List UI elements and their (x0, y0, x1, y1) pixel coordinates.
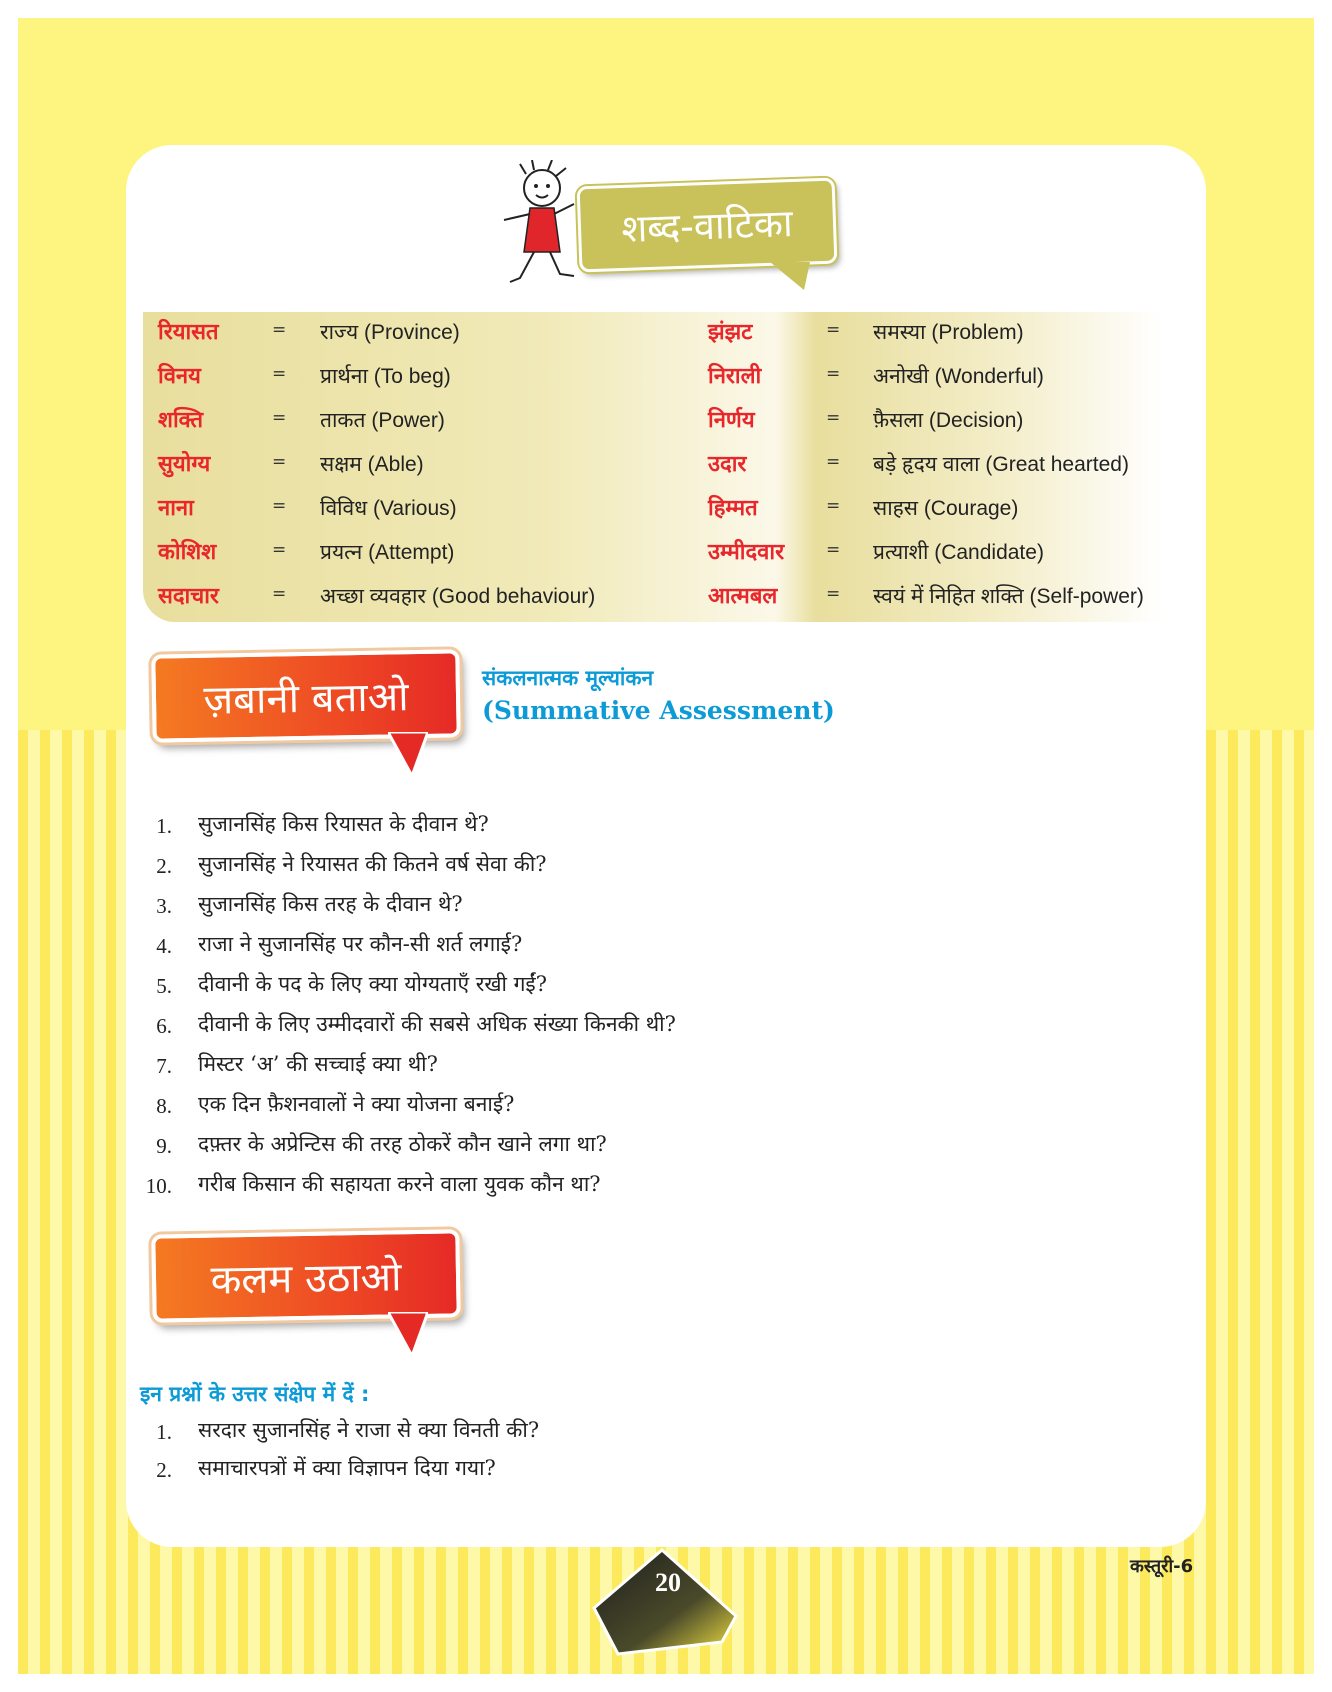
vocab-word: विनय (158, 364, 201, 389)
vocab-equals: = (272, 540, 287, 560)
vocab-word: उदार (708, 452, 747, 477)
vocab-word: कोशिश (158, 540, 217, 565)
vocab-meaning: प्रार्थना (To beg) (320, 365, 451, 388)
assessment-subtitle-english: (Summative Assessment) (482, 696, 835, 725)
question-text: मिस्टर ‘अ’ की सच्चाई क्या थी? (198, 1052, 438, 1076)
vocab-equals: = (272, 320, 287, 340)
question-text: सुजानसिंह ने रियासत की कितने वर्ष सेवा की? (198, 852, 547, 876)
question-text: समाचारपत्रों में क्या विज्ञापन दिया गया? (198, 1456, 496, 1480)
question-text: सरदार सुजानसिंह ने राजा से क्या विनती की? (198, 1418, 540, 1442)
page-number: 20 (655, 1568, 681, 1597)
question-number: 6. (156, 1014, 172, 1038)
title-tail-shape (770, 262, 810, 292)
vocab-equals: = (272, 496, 287, 516)
vocab-meaning: अनोखी (Wonderful) (873, 365, 1044, 388)
book-label: कस्तूरी-6 (1130, 1556, 1194, 1577)
oral-banner-tail (388, 732, 428, 776)
vocab-meaning: फ़ैसला (Decision) (873, 409, 1024, 432)
question-number: 10. (145, 1174, 172, 1198)
vocab-meaning: प्रत्याशी (Candidate) (873, 541, 1044, 564)
question-number: 9. (156, 1134, 172, 1158)
vocab-word: निर्णय (708, 408, 755, 433)
question-text: दीवानी के पद के लिए क्या योग्यताएँ रखी गईं? (198, 972, 547, 996)
written-section-banner: कलम उठाओ (151, 1229, 460, 1322)
question-number: 1. (156, 1420, 172, 1444)
vocab-word: उम्मीदवार (708, 540, 785, 565)
vocab-word: आत्मबल (708, 584, 778, 609)
vocabulary-title: शब्द-वाटिका (577, 178, 838, 273)
question-text: गरीब किसान की सहायता करने वाला युवक कौन था? (198, 1172, 601, 1196)
vocab-equals: = (272, 452, 287, 472)
written-instruction: इन प्रश्नों के उत्तर संक्षेप में दें : (140, 1382, 370, 1406)
vocab-meaning: समस्या (Problem) (873, 321, 1024, 344)
vocab-meaning: साहस (Courage) (873, 497, 1019, 520)
question-number: 8. (156, 1094, 172, 1118)
vocab-equals: = (826, 540, 841, 560)
vocab-word: सुयोग्य (158, 452, 211, 477)
vocab-meaning: प्रयत्न (Attempt) (320, 541, 455, 564)
page-number-shape (590, 1546, 740, 1656)
vocab-equals: = (826, 364, 841, 384)
question-number: 2. (156, 1458, 172, 1482)
vocab-meaning: बड़े हृदय वाला (Great hearted) (873, 453, 1129, 476)
question-number: 7. (156, 1054, 172, 1078)
question-number: 2. (156, 854, 172, 878)
question-text: दीवानी के लिए उम्मीदवारों की सबसे अधिक संख्या किनकी थी? (198, 1012, 676, 1036)
written-banner-tail (388, 1312, 428, 1356)
vocab-meaning: ताकत (Power) (320, 409, 445, 432)
vocab-equals: = (272, 584, 287, 604)
vocab-meaning: अच्छा व्यवहार (Good behaviour) (320, 585, 596, 608)
vocab-equals: = (272, 364, 287, 384)
question-text: सुजानसिंह किस तरह के दीवान थे? (198, 892, 463, 916)
vocab-equals: = (826, 408, 841, 428)
vocab-equals: = (826, 452, 841, 472)
vocab-equals: = (272, 408, 287, 428)
vocab-meaning: राज्य (Province) (320, 321, 460, 344)
vocab-meaning: स्वयं में निहित शक्ति (Self-power) (873, 585, 1144, 608)
vocab-word: रियासत (158, 320, 219, 345)
question-number: 1. (156, 814, 172, 838)
question-text: दफ़्तर के अप्रेन्टिस की तरह ठोकरें कौन खाने लगा था? (198, 1132, 607, 1156)
vocab-word: शक्ति (158, 408, 203, 433)
question-number: 3. (156, 894, 172, 918)
oral-section-banner: ज़बानी बताओ (151, 649, 460, 742)
assessment-subtitle-hindi: संकलनात्मक मूल्यांकन (482, 666, 654, 690)
vocab-word: हिम्मत (708, 496, 758, 521)
vocab-equals: = (826, 584, 841, 604)
question-text: एक दिन फ़ैशनवालों ने क्या योजना बनाई? (198, 1092, 515, 1116)
question-text: राजा ने सुजानसिंह पर कौन-सी शर्त लगाई? (198, 932, 523, 956)
vocab-word: सदाचार (158, 584, 219, 609)
vocab-word: नाना (158, 496, 194, 521)
question-text: सुजानसिंह किस रियासत के दीवान थे? (198, 812, 489, 836)
vocab-meaning: सक्षम (Able) (320, 453, 424, 476)
question-number: 5. (156, 974, 172, 998)
question-number: 4. (156, 934, 172, 958)
vocab-equals: = (826, 320, 841, 340)
running-girl-icon (490, 160, 590, 290)
vocab-equals: = (826, 496, 841, 516)
vocab-word: झंझट (708, 320, 753, 345)
vocab-meaning: विविध (Various) (320, 497, 457, 520)
vocab-word: निराली (708, 364, 762, 389)
